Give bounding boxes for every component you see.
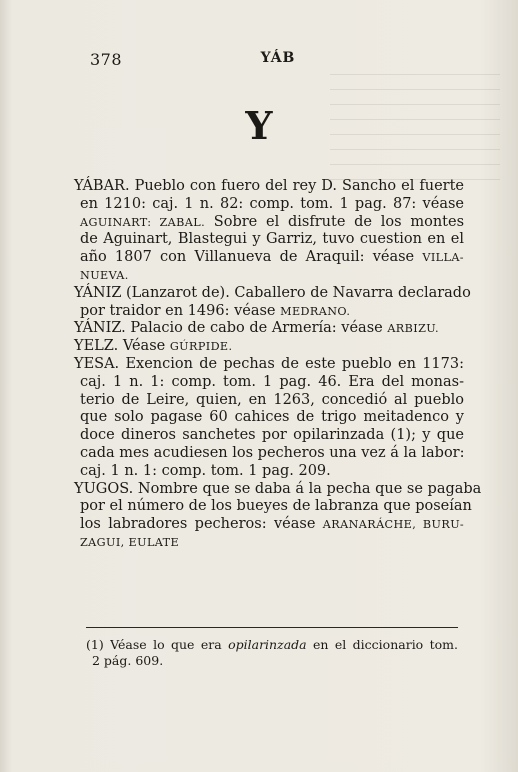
- entry-text: doce dineros sanchetes por opilarinzada (1); y que: [80, 427, 464, 444]
- entry-text: opilarinzada: [228, 637, 307, 652]
- entry-text: año 1807 con Villanueva de Araquil: véase: [80, 249, 423, 266]
- entry-text: YELZ. Véase: [74, 338, 170, 355]
- entry-line: [74, 534, 464, 552]
- entry-text: YESA. Exencion de pechas de este pueblo en 1173:: [74, 355, 464, 372]
- entry-line: [74, 178, 464, 196]
- entry-text: (1) Véase lo que era: [86, 637, 229, 652]
- entry-line: [74, 480, 482, 499]
- entry-line: [74, 463, 464, 481]
- cross-reference: MEDRANO.: [280, 304, 351, 318]
- entry-line: [74, 498, 472, 516]
- entry-text: caj. 1 n. 1: comp. tom. 1 pag. 46. Era del monas-: [80, 373, 464, 390]
- entry-line: [74, 231, 464, 249]
- entry-line: [74, 338, 464, 356]
- cross-reference: NUEVA.: [80, 268, 129, 282]
- page-number: 378: [90, 50, 123, 69]
- entry-line: [74, 374, 464, 392]
- entry-line: [74, 284, 471, 303]
- entry-text: Sobre el disfrute de los montes: [205, 213, 465, 230]
- entry-line: [74, 427, 464, 445]
- cross-reference: GÚRPIDE.: [169, 340, 233, 354]
- entry-text: YÁBAR. Pueblo con fuero del rey D. Sancho el fuerte: [74, 178, 464, 194]
- footnote: [86, 637, 458, 669]
- entry-line: [74, 249, 464, 267]
- footnote-rule: [86, 627, 458, 628]
- entry-line: [74, 303, 464, 321]
- entry-line: [74, 320, 464, 338]
- entry-line: [74, 409, 464, 427]
- entry-text: 2 pág. 609.: [92, 653, 164, 668]
- entry-line: [74, 214, 464, 232]
- cross-reference: ARANARÁCHE, BURU-: [322, 518, 465, 532]
- entry-text: en 1210: caj. 1 n. 82: comp. tom. 1 pag. 87: véase: [80, 195, 464, 212]
- entry-text: los labradores pecheros: véase: [80, 516, 323, 533]
- entry-line: [74, 445, 464, 463]
- entry-yabar: [74, 178, 464, 285]
- entry-text: YÁNIZ. Palacio de cabo de Armería: véase: [74, 320, 388, 337]
- entry-yaniz-lanzarot: [74, 284, 471, 321]
- running-title: YÁB: [260, 50, 296, 66]
- entry-yaniz: [74, 320, 464, 338]
- entry-text: cada mes acudiesen los pecheros una vez á la labor:: [80, 444, 465, 461]
- entry-text: en el diccionario tom.: [306, 637, 458, 652]
- entry-text: por el número de los bueyes de labranza que poseían: [80, 498, 472, 515]
- cross-reference: AGUINART: ZABAL.: [80, 215, 206, 229]
- entry-line: [74, 356, 464, 374]
- entry-text: que solo pagase 60 cahices de trigo meitadenco y: [80, 409, 464, 426]
- entry-yugos: [74, 480, 482, 552]
- dictionary-entries: [74, 178, 482, 552]
- footnote-line: [86, 637, 458, 653]
- entry-text: de Aguinart, Blastegui y Garriz, tuvo cuestion en el: [80, 231, 464, 248]
- cross-reference: ARBIZU.: [387, 322, 440, 336]
- running-head: [90, 50, 466, 70]
- entry-text: caj. 1 n. 1: comp. tom. 1 pag. 209.: [80, 462, 331, 479]
- cross-reference: VILLA-: [422, 251, 464, 265]
- entry-yesa: [74, 356, 464, 481]
- entry-text: YUGOS. Nombre que se daba á la pecha que se pagaba: [74, 480, 482, 497]
- cross-reference: ZAGUI, EULATE: [80, 535, 180, 549]
- entry-line: [74, 267, 464, 285]
- entry-line: [74, 392, 464, 410]
- entry-yelz: [74, 338, 464, 356]
- footnote-line: [86, 653, 458, 669]
- entry-text: por traidor en 1496: véase: [80, 302, 281, 319]
- entry-line: [74, 516, 464, 534]
- entry-text: YÁNIZ (Lanzarot de). Caballero de Navarra declarado: [74, 284, 471, 301]
- entry-line: [74, 196, 464, 214]
- section-letter: Y: [245, 103, 273, 148]
- entry-text: terio de Leire, quien, en 1263, concedió al pueblo: [80, 391, 464, 408]
